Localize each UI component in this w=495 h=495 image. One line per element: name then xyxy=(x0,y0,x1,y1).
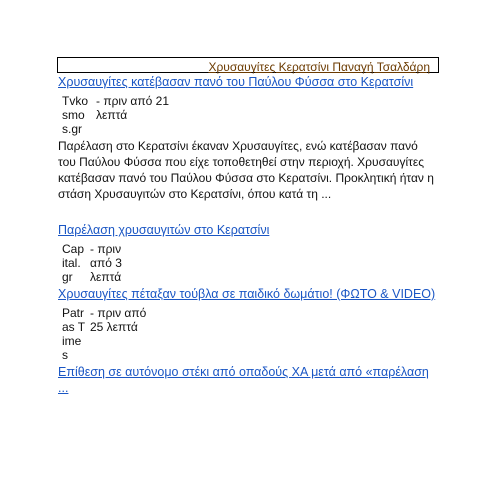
news-meta-3 xyxy=(62,306,150,362)
spacer xyxy=(58,202,438,222)
news-meta-1 xyxy=(62,94,176,136)
news-time-2: - πριν από 3 λεπτά xyxy=(90,242,122,284)
news-item-1 xyxy=(58,74,438,202)
alert-query-link[interactable]: Χρυσαυγίτες Κερατσίνι Παναγή Τσαλδάρη xyxy=(208,60,430,74)
news-source-1: Tvkosmos.gr xyxy=(62,94,89,136)
alert-header-box xyxy=(57,57,439,73)
news-time-3: - πριν από 25 λεπτά xyxy=(90,306,147,334)
news-time-1: - πριν από 21 λεπτά xyxy=(96,94,170,122)
news-headline-1[interactable]: Χρυσαυγίτες κατέβασαν πανό του Παύλου Φύσσα στο Κερατσίνι xyxy=(58,75,414,89)
news-source-3: Patras Times xyxy=(62,306,86,362)
news-headline-4[interactable]: Επίθεση σε αυτόνομο στέκι από οπαδούς ΧΑ μετά από «παρέλαση ... xyxy=(58,365,429,395)
news-headline-2[interactable]: Παρέλαση χρυσαυγιτών στο Κερατσίνι xyxy=(58,223,270,237)
news-meta-2 xyxy=(62,242,144,284)
news-headline-3[interactable]: Χρυσαυγίτες πέταξαν τούβλα σε παιδικό δωμάτιο! (ΦΩΤΟ & VIDEO) xyxy=(58,287,436,301)
news-list xyxy=(58,74,438,396)
news-source-2: Capital.gr xyxy=(62,242,85,284)
news-item-4 xyxy=(58,364,438,396)
news-item-3 xyxy=(58,286,438,362)
news-snippet-1: Παρέλαση στο Κερατσίνι έκαναν Χρυσαυγίτες, ενώ κατέβασαν πανό του Παύλου Φύσσα που είχε τοποθετηθεί στην περιοχή. Χρυσαυγίτες κατέβασαν πανό του Παύλου Φύσσα στο Κερατσίνι. Προκλητική ήταν η στάση Χρυσαυγιτών στο Κερατσίνι, όπου κατά τη ... xyxy=(58,139,434,201)
news-item-2 xyxy=(58,222,438,284)
